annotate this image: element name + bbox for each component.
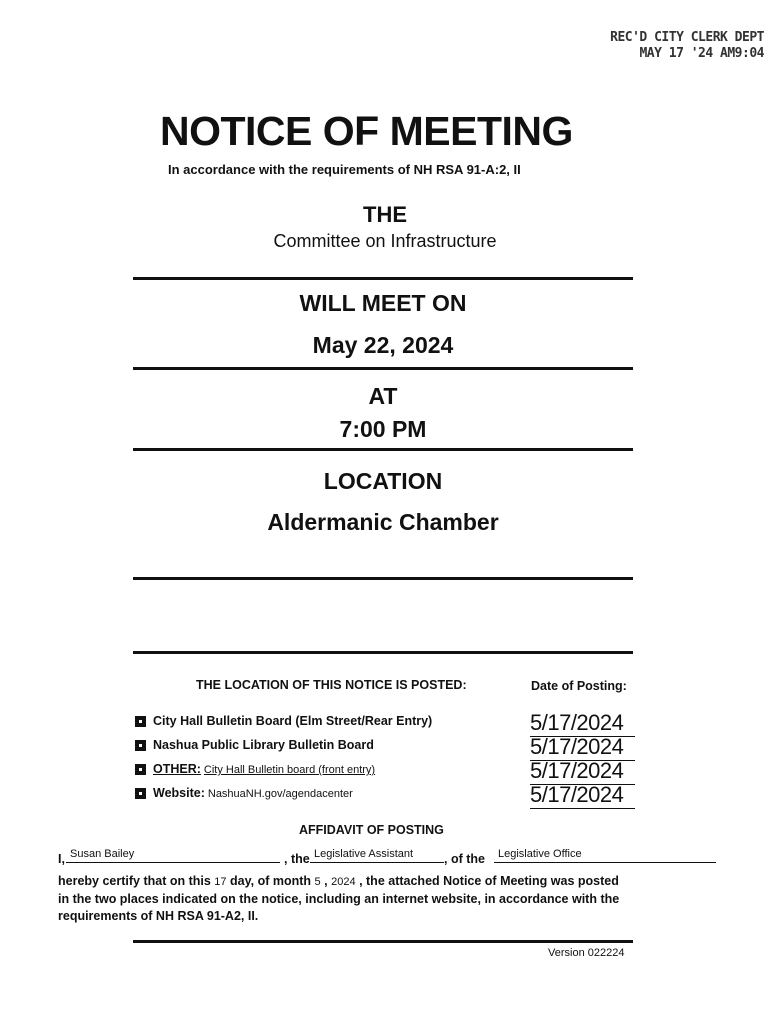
notice-title: NOTICE OF MEETING xyxy=(160,108,573,154)
day-value[interactable]: 17 xyxy=(214,876,227,888)
of-the-label: , of the xyxy=(444,852,485,866)
name-field[interactable]: Susan Bailey xyxy=(66,848,280,863)
i-label: I, xyxy=(58,852,65,866)
stamp-line-2: MAY 17 '24 AM9:04 xyxy=(639,46,764,61)
posting-date-header: Date of Posting: xyxy=(531,679,627,693)
posting-date: 5/17/2024 xyxy=(530,734,624,759)
posting-location-label: OTHER: City Hall Bulletin board (front entry) xyxy=(153,762,376,776)
affidavit-line-3: requirements of NH RSA 91-A2, II. xyxy=(58,909,259,923)
will-meet-label: WILL MEET ON xyxy=(299,290,467,316)
posting-location-label: Nashua Public Library Bulletin Board xyxy=(153,738,374,752)
the-label: THE xyxy=(363,202,407,227)
location-label: LOCATION xyxy=(323,468,443,494)
posting-row xyxy=(133,782,636,807)
posting-location-label: Website: NashuaNH.gov/agendacenter xyxy=(153,786,353,800)
year-value[interactable]: 2024 xyxy=(331,876,356,888)
stamp-line-1: REC'D CITY CLERK DEPT xyxy=(610,30,764,45)
underline xyxy=(530,808,635,809)
month-value[interactable]: 5 xyxy=(314,876,321,888)
the-label: , the xyxy=(284,852,310,866)
posting-date: 5/17/2024 xyxy=(530,710,624,735)
office-field[interactable]: Legislative Office xyxy=(494,848,716,863)
posting-row xyxy=(133,710,636,735)
affidavit-title: AFFIDAVIT OF POSTING xyxy=(299,823,444,837)
divider-rule xyxy=(133,577,633,580)
position-field[interactable]: Legislative Assistant xyxy=(310,848,444,863)
affidavit-signature-line xyxy=(58,848,718,870)
received-stamp xyxy=(610,30,764,62)
version-label: Version 022224 xyxy=(548,947,625,959)
posting-location-label: City Hall Bulletin Board (Elm Street/Rear Entry) xyxy=(153,714,433,728)
divider-rule xyxy=(133,448,633,451)
divider-rule xyxy=(133,277,633,280)
posting-date: 5/17/2024 xyxy=(530,782,624,807)
at-label: AT xyxy=(368,383,398,409)
posting-date: 5/17/2024 xyxy=(530,758,624,783)
divider-rule xyxy=(133,651,633,654)
checked-checkbox-icon[interactable] xyxy=(135,740,146,751)
meeting-location: Aldermanic Chamber xyxy=(267,509,499,535)
checked-checkbox-icon[interactable] xyxy=(135,764,146,775)
meeting-time: 7:00 PM xyxy=(339,416,427,442)
affidavit-line-1: hereby certify that on this 17 day, of month 5 , 2024 , the attached Notice of Meeting was posted xyxy=(58,874,619,888)
posting-locations-header: THE LOCATION OF THIS NOTICE IS POSTED: xyxy=(196,678,467,692)
affidavit-line-2: in the two places indicated on the notice, including an internet website, in accordance with the xyxy=(58,892,620,906)
affidavit-body xyxy=(58,873,708,925)
checked-checkbox-icon[interactable] xyxy=(135,788,146,799)
posting-row xyxy=(133,734,636,759)
divider-rule xyxy=(133,940,633,943)
divider-rule xyxy=(133,367,633,370)
meeting-date: May 22, 2024 xyxy=(312,332,454,358)
notice-subtitle: In accordance with the requirements of NH RSA 91-A:2, II xyxy=(168,162,521,177)
committee-name: Committee on Infrastructure xyxy=(273,231,497,251)
checked-checkbox-icon[interactable] xyxy=(135,716,146,727)
posting-row xyxy=(133,758,636,783)
